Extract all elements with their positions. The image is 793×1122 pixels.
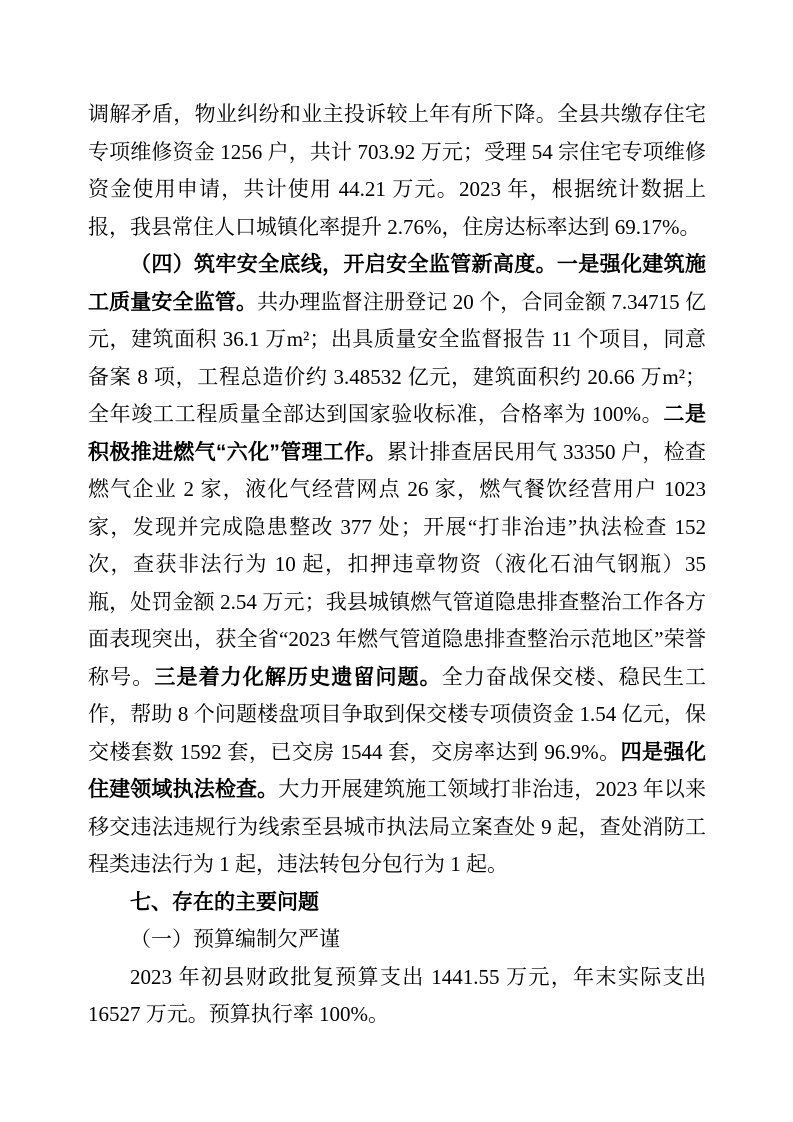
paragraph-section-4 [88, 246, 706, 884]
heading-text: 七、存在的主要问题 [130, 890, 319, 914]
paragraph-issue-1-body [88, 959, 706, 1034]
text-run: 全力奋战保交楼、稳民生工作，帮助 8 个问题楼盘项目争取到保交楼专项债资金 1.54 亿元，保交楼套数 1592 套，已交房 1544 套，交房率达到 96.9%。 [88, 664, 707, 764]
heading-section-7 [88, 884, 706, 922]
text-run: 累计排查居民用气 33350 户，检查燃气企业 2 家，液化气经营网点 26 家，燃气餐饮经营用户 1023 家，发现并完成隐患整改 377 处；开展“打非治违”执法检查 152 次，查获非法行为 10 起，扣押违章物资（液化石油气钢瓶）35 瓶，处罚金额 2.54 万元；我县城镇燃气管道隐患排查整治工作各方面表现突出，获全省“2023 年燃气管道隐患排查整治示范地区”荣誉称号。 [88, 439, 707, 689]
text-run: 调解矛盾，物业纠纷和业主投诉较上年有所下降。全县共缴存住宅专项维修资金 1256 户，共计 703.92 万元；受理 54 宗住宅专项维修资金使用申请，共计使用 44.21 万元。2023 年，根据统计数据上报，我县常住人口城镇化率提升 2.76%，住房达标率达到 69.17%。 [88, 102, 706, 239]
text-run: 共办理监督注册登记 20 个，合同金额 7.34715 亿元，建筑面积 36.1 万m²；出具质量安全监督报告 11 个项目，同意备案 8 项，工程总造价约 3.48532 亿元，建筑面积约 20.66 万m²；全年竣工工程质量全部达到国家验收标准，合格率为 100%。 [88, 289, 707, 426]
text-run: （一）预算编制欠严谨 [130, 927, 340, 951]
document-text-block [88, 96, 706, 1034]
text-run: 2023 年初县财政批复预算支出 1441.55 万元，年末实际支出 16527 万元。预算执行率 100%。 [88, 964, 706, 1026]
text-run-bold-point-3: 三是着力化解历史遗留问题。 [154, 665, 442, 689]
text-run-bold-point-2: 二是积极推进燃气“六化”管理工作。 [88, 403, 707, 464]
text-run-bold-section-4-lead: （四）筑牢安全底线，开启安全监管新高度。一是强化建筑施工质量安全监管。 [88, 253, 706, 314]
paragraph-continuation [88, 96, 706, 246]
text-run-bold-point-4: 四是强化住建领域执法检查。 [88, 740, 707, 801]
paragraph-issue-1-title [88, 921, 706, 959]
text-run: 大力开展建筑施工领域打非治违，2023 年以来移交违法违规行为线索至县城市执法局立案查处 9 起，查处消防工程类违法行为 1 起，违法转包分包行为 1 起。 [88, 777, 706, 876]
